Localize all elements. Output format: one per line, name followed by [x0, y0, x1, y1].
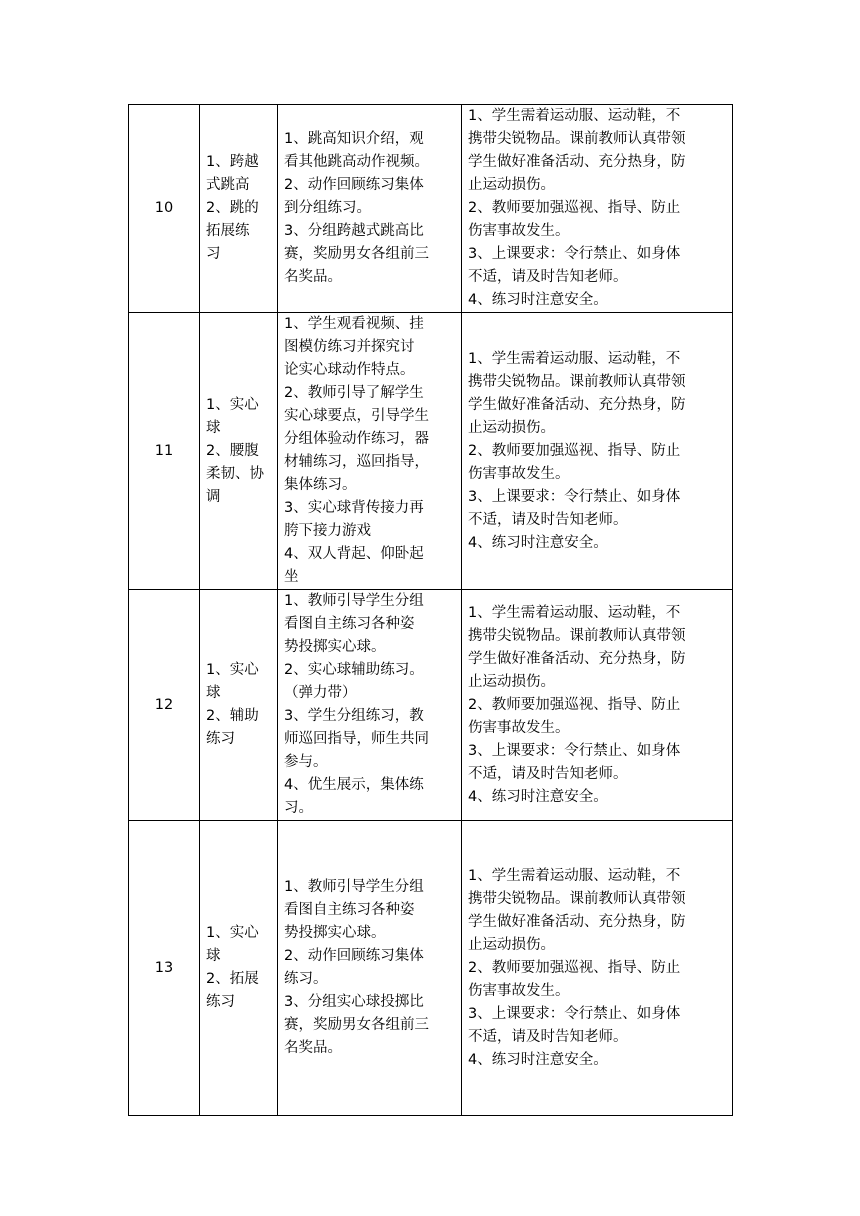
- topic-line: 拓展练: [206, 223, 250, 239]
- content-line: 势投掷实心球。: [284, 639, 386, 655]
- requirements-line: 携带尖锐物品。课前教师认真带领: [468, 373, 686, 390]
- requirements-line: 学生做好准备活动、充分热身，防: [468, 913, 686, 930]
- content-line: 3、学生分组练习，教: [284, 708, 424, 724]
- topic-line: 练习: [206, 731, 235, 747]
- content-line: 习。: [284, 800, 313, 816]
- requirements-line: 携带尖锐物品。课前教师认真带领: [468, 627, 686, 644]
- topic-line: 球: [206, 419, 221, 436]
- lesson-topic-cell: [200, 821, 278, 1116]
- requirements-line: 2、教师要加强巡视、指导、防止: [468, 442, 681, 459]
- requirements-line: 止运动损伤。: [468, 419, 555, 436]
- table-row: [129, 821, 733, 1116]
- requirements-line: 携带尖锐物品。课前教师认真带领: [468, 890, 686, 907]
- topic-line: 柔韧、协: [206, 465, 264, 482]
- requirements-line: 2、教师要加强巡视、指导、防止: [468, 200, 681, 216]
- content-line: 赛，奖励男女各组前三: [284, 1017, 429, 1033]
- lesson-requirements-cell: [462, 105, 733, 313]
- table-row: [129, 590, 733, 821]
- lesson-topic-cell: [200, 313, 278, 590]
- content-line: 参与。: [284, 754, 328, 770]
- requirements-line: 2、教师要加强巡视、指导、防止: [468, 959, 681, 976]
- requirements-line: 学生做好准备活动、充分热身，防: [468, 396, 686, 413]
- content-line: 2、实心球辅助练习。: [284, 662, 424, 678]
- content-line: 实心球要点，引导学生: [284, 408, 429, 424]
- lesson-content-cell: [278, 313, 462, 590]
- content-line: 坐: [284, 569, 299, 585]
- topic-line: 2、跳的: [206, 200, 259, 216]
- topic-line: 球: [206, 948, 221, 964]
- lesson-requirements-cell: [462, 821, 733, 1116]
- requirements-line: 不适，请及时告知老师。: [468, 511, 628, 528]
- content-line: 1、跳高知识介绍，观: [284, 131, 424, 147]
- requirements-line: 不适，请及时告知老师。: [468, 269, 628, 285]
- content-line: 看图自主练习各种姿: [284, 616, 415, 632]
- lesson-topic-cell: [200, 590, 278, 821]
- content-line: 练习。: [284, 971, 328, 987]
- requirements-line: 伤害事故发生。: [468, 465, 570, 482]
- content-line: 分组体验动作练习，器: [284, 431, 429, 447]
- content-line: 赛，奖励男女各组前三: [284, 246, 429, 262]
- lesson-number-cell: 11: [129, 313, 200, 590]
- lesson-content-cell: [278, 590, 462, 821]
- content-line: 集体练习。: [284, 477, 357, 493]
- content-line: 图模仿练习并探究讨: [284, 339, 415, 355]
- requirements-line: 不适，请及时告知老师。: [468, 1028, 628, 1045]
- requirements-line: 伤害事故发生。: [468, 982, 570, 999]
- requirements-line: 携带尖锐物品。课前教师认真带领: [468, 131, 686, 147]
- lesson-requirements-cell: [462, 590, 733, 821]
- content-line: 3、实心球背传接力再: [284, 500, 424, 516]
- topic-line: 练习: [206, 994, 235, 1010]
- content-line: 胯下接力游戏: [284, 523, 371, 539]
- lesson-topic-cell: [200, 105, 278, 313]
- lesson-plan-table: [128, 104, 733, 1116]
- topic-line: 1、跨越: [206, 154, 259, 170]
- table-row: [129, 105, 733, 313]
- topic-line: 球: [206, 685, 221, 701]
- content-line: 1、教师引导学生分组: [284, 879, 424, 895]
- topic-line: 式跳高: [206, 177, 250, 193]
- topic-line: 1、实心: [206, 925, 259, 941]
- content-line: 势投掷实心球。: [284, 925, 386, 941]
- content-line: 看其他跳高动作视频。: [284, 154, 429, 170]
- content-line: 2、动作回顾练习集体: [284, 177, 424, 193]
- topic-line: 习: [206, 246, 221, 262]
- requirements-line: 止运动损伤。: [468, 673, 555, 690]
- requirements-line: 4、练习时注意安全。: [468, 788, 608, 805]
- requirements-line: 3、上课要求：令行禁止、如身体: [468, 1005, 681, 1022]
- requirements-line: 4、练习时注意安全。: [468, 292, 608, 308]
- content-line: 4、双人背起、仰卧起: [284, 546, 424, 562]
- requirements-line: 3、上课要求：令行禁止、如身体: [468, 488, 681, 505]
- topic-line: 调: [206, 488, 221, 505]
- requirements-line: 止运动损伤。: [468, 936, 555, 953]
- content-line: 1、教师引导学生分组: [284, 593, 424, 609]
- requirements-line: 4、练习时注意安全。: [468, 1051, 608, 1068]
- requirements-line: 1、学生需着运动服、运动鞋，不: [468, 867, 681, 884]
- requirements-line: 伤害事故发生。: [468, 719, 570, 736]
- requirements-line: 学生做好准备活动、充分热身，防: [468, 154, 686, 170]
- content-line: 师巡回指导，师生共同: [284, 731, 429, 747]
- requirements-line: 止运动损伤。: [468, 177, 555, 193]
- topic-line: 2、腰腹: [206, 442, 259, 459]
- content-line: 名奖品。: [284, 269, 342, 285]
- topic-line: 1、实心: [206, 662, 259, 678]
- content-line: 4、优生展示，集体练: [284, 777, 424, 793]
- content-line: 到分组练习。: [284, 200, 371, 216]
- lesson-plan-body: [129, 105, 733, 1116]
- content-line: 2、动作回顾练习集体: [284, 948, 424, 964]
- content-line: 2、教师引导了解学生: [284, 385, 424, 401]
- lesson-number-cell: 12: [129, 590, 200, 821]
- content-line: 材辅练习，巡回指导，: [284, 454, 429, 470]
- lesson-content-cell: [278, 105, 462, 313]
- table-row: [129, 313, 733, 590]
- topic-line: 1、实心: [206, 396, 259, 413]
- topic-line: 2、辅助: [206, 708, 259, 724]
- requirements-line: 学生做好准备活动、充分热身，防: [468, 650, 686, 667]
- content-line: 3、分组跨越式跳高比: [284, 223, 424, 239]
- requirements-line: 1、学生需着运动服、运动鞋，不: [468, 108, 681, 124]
- requirements-line: 4、练习时注意安全。: [468, 534, 608, 551]
- content-line: （弹力带）: [284, 685, 357, 701]
- lesson-requirements-cell: [462, 313, 733, 590]
- lesson-number-cell: 13: [129, 821, 200, 1116]
- lesson-content-cell: [278, 821, 462, 1116]
- requirements-line: 伤害事故发生。: [468, 223, 570, 239]
- requirements-line: 3、上课要求：令行禁止、如身体: [468, 246, 681, 262]
- topic-line: 2、拓展: [206, 971, 259, 987]
- content-line: 论实心球动作特点。: [284, 362, 415, 378]
- content-line: 看图自主练习各种姿: [284, 902, 415, 918]
- content-line: 3、分组实心球投掷比: [284, 994, 424, 1010]
- content-line: 1、学生观看视频、挂: [284, 316, 424, 332]
- requirements-line: 不适，请及时告知老师。: [468, 765, 628, 782]
- content-line: 名奖品。: [284, 1040, 342, 1056]
- requirements-line: 1、学生需着运动服、运动鞋，不: [468, 350, 681, 367]
- lesson-number-cell: 10: [129, 105, 200, 313]
- requirements-line: 1、学生需着运动服、运动鞋，不: [468, 604, 681, 621]
- requirements-line: 2、教师要加强巡视、指导、防止: [468, 696, 681, 713]
- requirements-line: 3、上课要求：令行禁止、如身体: [468, 742, 681, 759]
